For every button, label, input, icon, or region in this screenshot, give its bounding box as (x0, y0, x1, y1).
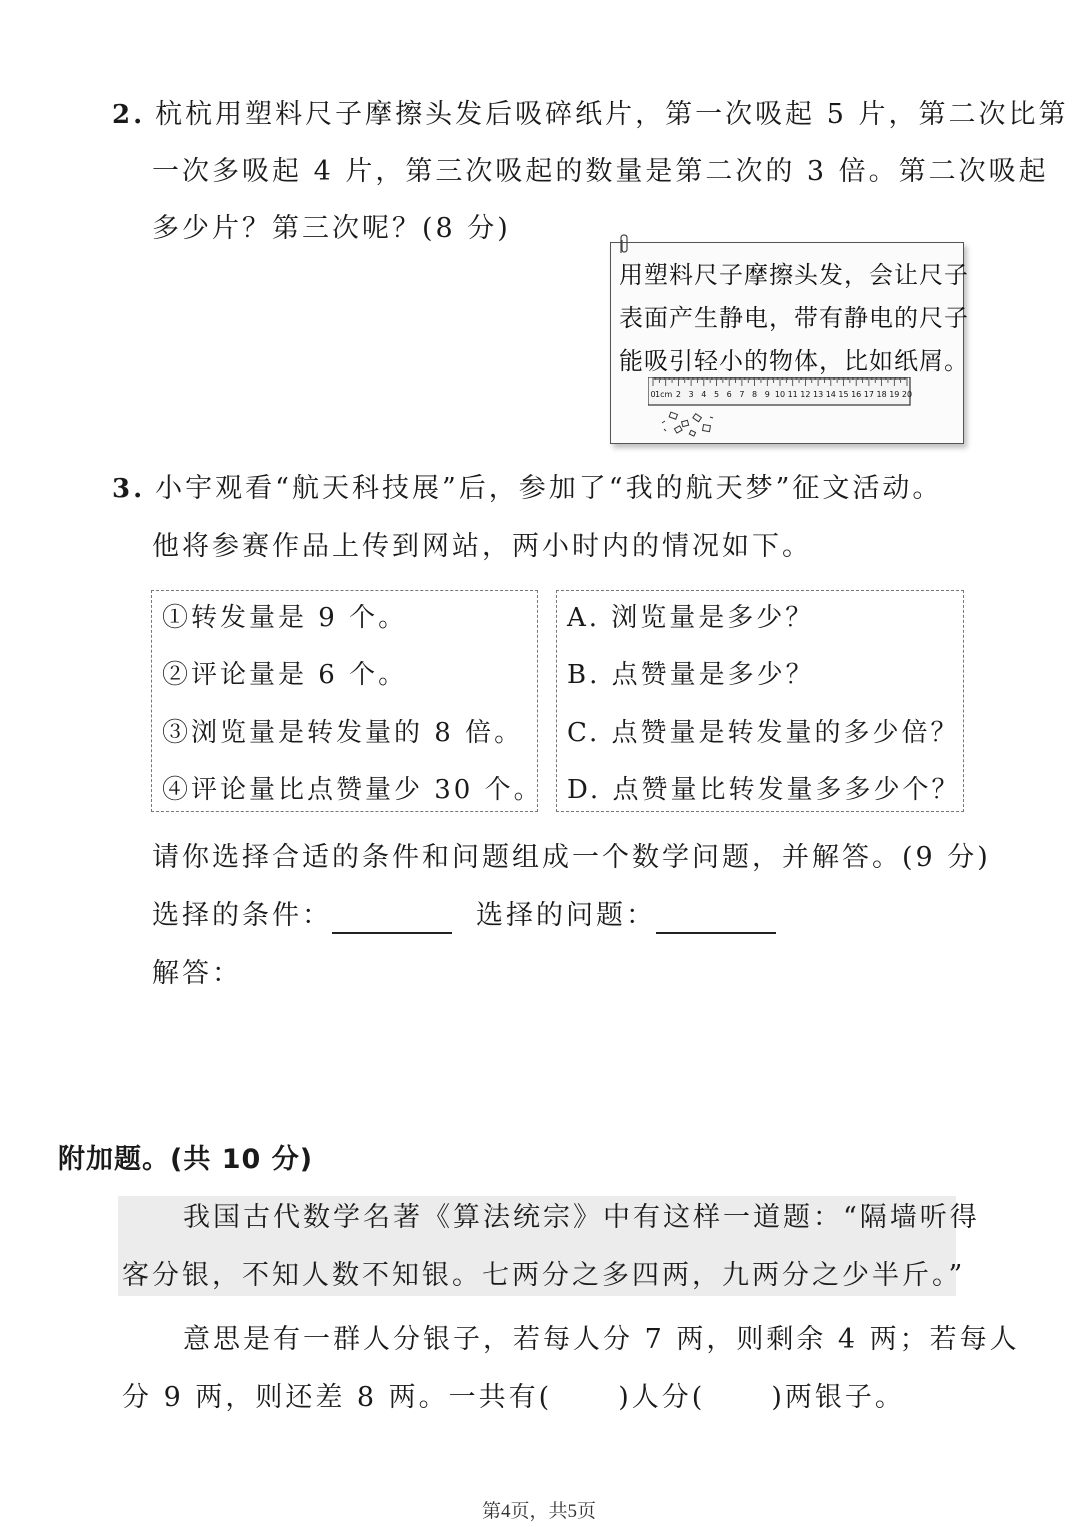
q2-text-1: 杭杭用塑料尺子摩擦头发后吸碎纸片，第一次吸起 5 片，第二次比第 (155, 99, 1069, 130)
question-c: C. 点赞量是转发量的多少倍？ (567, 718, 960, 748)
paperclip-icon (617, 233, 629, 255)
note-line-3: 能吸引轻小的物体，比如纸屑。 (619, 347, 969, 375)
ruler-label: 9 (764, 390, 770, 399)
choose-condition-label: 选择的条件： (152, 900, 332, 931)
q3-instruction: 请你选择合适的条件和问题组成一个数学问题，并解答。(9 分) (152, 842, 991, 873)
ruler-label-unit: 1cm (655, 390, 673, 399)
ruler-label: 17 (863, 390, 874, 399)
question-b: B. 点赞量是多少？ (567, 660, 815, 690)
note-line-1: 用塑料尺子摩擦头发，会让尺子 (619, 261, 969, 289)
ruler-illustration (648, 377, 912, 439)
ruler-label: 10 (774, 390, 786, 399)
ruler-label: 13 (813, 390, 824, 399)
ruler-label: 16 (851, 390, 862, 399)
ruler-label: 12 (800, 390, 811, 399)
condition-2: ②评论量是 6 个。 (162, 660, 408, 690)
ruler-label-start: 0 (650, 390, 656, 399)
q2-line-1 (112, 97, 1069, 133)
meaning-part-a: 分 9 两，则还差 8 两。一共有( (122, 1382, 553, 1413)
condition-1: ①转发量是 9 个。 (162, 603, 408, 633)
q2-line-2: 一次多吸起 4 片，第三次吸起的数量是第二次的 3 倍。第二次吸起 (152, 156, 1049, 187)
ruler-label: 14 (825, 390, 836, 399)
ruler-label: 4 (701, 390, 707, 399)
ruler-label: 3 (688, 390, 694, 399)
condition-3: ③浏览量是转发量的 8 倍。 (162, 718, 524, 748)
condition-answer-blank[interactable] (332, 932, 452, 934)
ruler-label: 7 (739, 390, 745, 399)
question-d: D. 点赞量比转发量多多少个？ (567, 775, 961, 805)
q3-line-2: 他将参赛作品上传到网站，两小时内的情况如下。 (152, 531, 812, 562)
meaning-line-1: 意思是有一群人分银子，若每人分 7 两，则剩余 4 两；若每人 (183, 1324, 1020, 1355)
ruler-label: 5 (713, 390, 720, 399)
question-answer-blank[interactable] (656, 932, 776, 934)
ruler-label: 19 (889, 390, 900, 399)
ruler-label: 8 (752, 390, 758, 399)
choose-condition-row (152, 898, 452, 934)
quote-line-1: 我国古代数学名著《算法统宗》中有这样一道题：“隔墙听得 (183, 1202, 980, 1233)
note-line-2: 表面产生静电，带有静电的尺子 (619, 304, 969, 332)
page-footer: 第4页，共5页 (482, 1501, 597, 1522)
ruler-label: 6 (726, 390, 732, 399)
q3-number: 3. (112, 474, 146, 504)
ruler-label: 20 (901, 390, 912, 399)
q3-text-1: 小宇观看“航天科技展”后，参加了“我的航天梦”征文活动。 (155, 473, 943, 504)
answer-label: 解答： (152, 958, 242, 989)
conditions-box (151, 590, 543, 812)
meaning-line-2 (122, 1380, 905, 1416)
q2-line-3: 多少片？第三次呢？(8 分) (152, 213, 511, 244)
quote-line-2: 客分银，不知人数不知银。七两分之多四两，九两分之少半斤。” (122, 1260, 966, 1291)
q2-number: 2. (112, 100, 146, 130)
choose-question-row (476, 898, 776, 934)
condition-4: ④评论量比点赞量少 30 个。 (162, 775, 543, 805)
choose-question-label: 选择的问题： (476, 900, 656, 931)
ruler-label: 15 (838, 390, 849, 399)
ruler-label: 11 (787, 390, 798, 399)
extra-title: 附加题。(共 10 分) (58, 1144, 314, 1175)
questions-box (556, 590, 964, 812)
meaning-part-c: )两银子。 (771, 1382, 905, 1413)
ruler-label: 18 (876, 390, 887, 399)
ruler-label: 2 (675, 390, 681, 399)
meaning-part-b: )人分( (618, 1382, 706, 1413)
q3-line-1 (112, 471, 942, 507)
paper-bits-illustration (662, 412, 713, 436)
question-a: A. 浏览量是多少？ (567, 603, 815, 633)
